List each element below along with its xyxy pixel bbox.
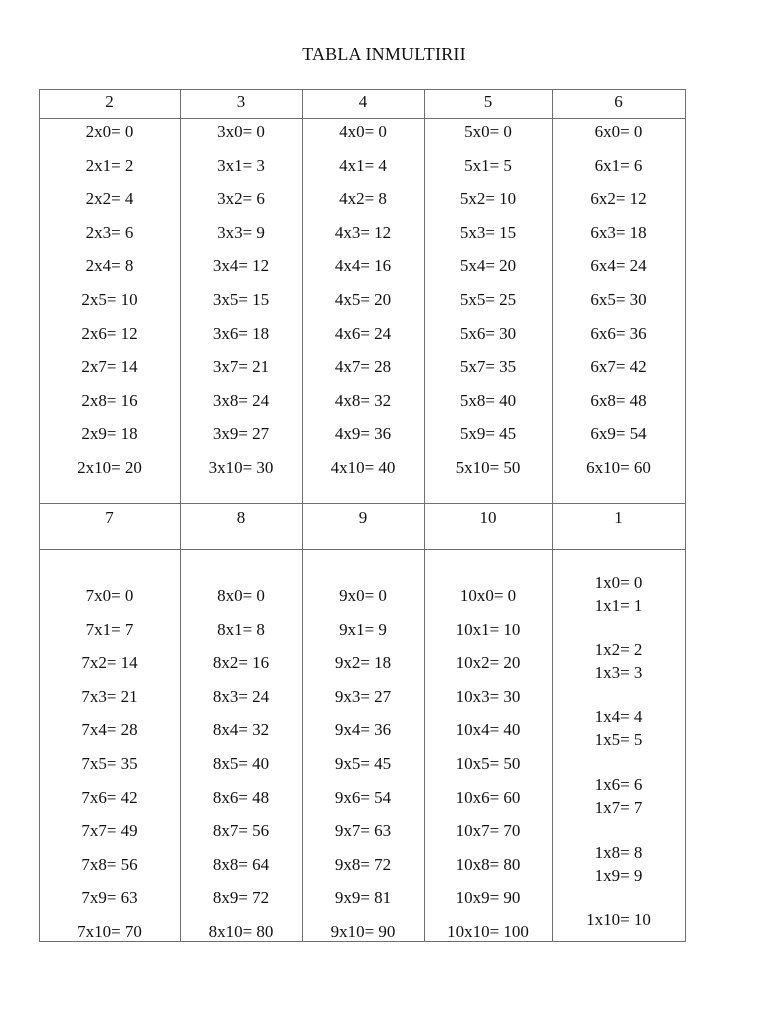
table-cell: 10x7= 70 — [455, 821, 521, 841]
table-cell: 1x3= 3 — [594, 663, 643, 682]
table-cell: 9x2= 18 — [334, 653, 392, 673]
table-cell: 1x5= 5 — [594, 730, 643, 749]
table-cell: 2x1= 2 — [85, 155, 134, 175]
table-cell: 2x2= 4 — [85, 189, 134, 209]
column-header: 3 — [236, 92, 246, 111]
table-cell: 3x3= 9 — [217, 222, 265, 242]
table-cell: 9x6= 54 — [334, 787, 392, 807]
table-cell: 10x1= 10 — [455, 619, 521, 639]
header-rule-bottom — [39, 549, 686, 550]
table-cell: 2x5= 10 — [81, 290, 138, 309]
table-cell: 9x3= 27 — [334, 686, 392, 706]
table-cell: 6x1= 6 — [594, 155, 643, 175]
table-cell: 4x2= 8 — [339, 189, 387, 209]
column-header: 7 — [105, 508, 114, 527]
table-cell: 7x0= 0 — [85, 586, 134, 605]
table-cell: 5x5= 25 — [459, 290, 517, 309]
table-cell: 6x7= 42 — [590, 357, 647, 377]
table-cell: 8x2= 16 — [212, 653, 270, 673]
table-cell: 5x4= 20 — [459, 256, 517, 276]
table-cell: 5x9= 45 — [459, 424, 517, 444]
table-cell: 9x8= 72 — [334, 854, 392, 874]
table-border-top — [39, 89, 686, 90]
table-cell: 5x8= 40 — [459, 390, 517, 410]
page-title: TABLA INMULTIRII — [302, 44, 466, 64]
table-cell: 8x4= 32 — [212, 720, 270, 740]
table-cell: 4x4= 16 — [334, 256, 392, 276]
table-cell: 2x9= 18 — [81, 424, 138, 444]
column-header: 2 — [105, 92, 114, 111]
table-cell: 4x6= 24 — [334, 323, 392, 343]
table-cell: 2x6= 12 — [81, 323, 138, 343]
table-cell: 7x8= 56 — [81, 854, 138, 874]
table-cell: 6x2= 12 — [590, 189, 647, 209]
table-cell: 6x9= 54 — [590, 424, 647, 444]
table-cell: 7x2= 14 — [81, 653, 138, 673]
table-cell: 7x10= 70 — [77, 922, 142, 941]
column-header: 4 — [358, 92, 368, 111]
section-rule — [39, 503, 686, 504]
table-cell: 3x8= 24 — [212, 390, 270, 410]
table-cell: 9x10= 90 — [330, 922, 396, 941]
table-cell: 10x0= 0 — [459, 586, 517, 605]
table-cell: 9x1= 9 — [339, 619, 387, 639]
table-cell: 8x10= 80 — [208, 922, 274, 941]
table-cell: 10x5= 50 — [455, 754, 521, 773]
header-rule-top — [39, 118, 686, 119]
table-cell: 1x10= 10 — [586, 910, 651, 929]
table-cell: 6x3= 18 — [590, 222, 647, 242]
table-cell: 10x2= 20 — [455, 653, 521, 673]
table-cell: 9x9= 81 — [334, 888, 392, 908]
table-cell: 8x7= 56 — [212, 821, 270, 841]
table-cell: 7x7= 49 — [81, 821, 138, 841]
table-cell: 4x5= 20 — [334, 290, 392, 309]
table-cell: 3x0= 0 — [217, 122, 265, 141]
table-cell: 8x1= 8 — [217, 619, 265, 639]
table-cell: 5x2= 10 — [459, 189, 517, 209]
table-cell: 8x6= 48 — [212, 787, 270, 807]
table-cell: 10x6= 60 — [455, 787, 521, 807]
table-cell: 2x0= 0 — [85, 122, 134, 141]
table-cell: 4x1= 4 — [339, 155, 387, 175]
table-cell: 7x6= 42 — [81, 787, 138, 807]
table-cell: 8x3= 24 — [212, 686, 270, 706]
table-cell: 8x5= 40 — [212, 754, 270, 773]
table-cell: 7x9= 63 — [81, 888, 138, 908]
column-header: 9 — [358, 508, 368, 527]
table-cell: 1x1= 1 — [594, 596, 643, 615]
table-cell: 5x0= 0 — [464, 122, 512, 141]
table-cell: 7x5= 35 — [81, 754, 138, 773]
table-cell: 3x4= 12 — [212, 256, 270, 276]
table-cell: 1x9= 9 — [594, 866, 643, 885]
table-cell: 9x4= 36 — [334, 720, 392, 740]
table-cell: 3x5= 15 — [212, 290, 270, 309]
table-cell: 1x7= 7 — [594, 798, 643, 817]
table-cell: 6x4= 24 — [590, 256, 647, 276]
table-cell: 4x7= 28 — [334, 357, 392, 377]
table-cell: 9x7= 63 — [334, 821, 392, 841]
table-cell: 1x4= 4 — [594, 707, 643, 726]
table-cell: 2x7= 14 — [81, 357, 138, 377]
table-cell: 7x1= 7 — [85, 619, 134, 639]
table-cell: 8x9= 72 — [212, 888, 270, 908]
column-header: 5 — [483, 92, 493, 111]
table-cell: 4x3= 12 — [334, 222, 392, 242]
table-cell: 10x9= 90 — [455, 888, 521, 908]
table-cell: 1x2= 2 — [594, 640, 643, 659]
table-cell: 8x8= 64 — [212, 854, 270, 874]
table-cell: 4x0= 0 — [339, 122, 387, 141]
table-cell: 9x0= 0 — [339, 586, 387, 605]
table-cell: 2x10= 20 — [77, 458, 142, 477]
table-cell: 6x0= 0 — [594, 122, 643, 141]
table-cell: 2x3= 6 — [85, 222, 134, 242]
column-header: 10 — [479, 508, 497, 527]
table-cell: 4x10= 40 — [330, 458, 396, 477]
table-cell: 7x3= 21 — [81, 686, 138, 706]
table-cell: 5x3= 15 — [459, 222, 517, 242]
table-cell: 9x5= 45 — [334, 754, 392, 773]
table-cell: 1x6= 6 — [594, 775, 643, 794]
table-cell: 10x4= 40 — [455, 720, 521, 740]
column-header: 1 — [614, 508, 623, 527]
table-cell: 6x10= 60 — [586, 458, 651, 477]
table-cell: 10x10= 100 — [447, 922, 529, 941]
table-cell: 4x9= 36 — [334, 424, 392, 444]
table-cell: 3x6= 18 — [212, 323, 270, 343]
table-cell: 1x8= 8 — [594, 843, 643, 862]
table-cell: 8x0= 0 — [217, 586, 265, 605]
table-cell: 10x3= 30 — [455, 686, 521, 706]
table-cell: 2x8= 16 — [81, 390, 138, 410]
table-cell: 3x7= 21 — [212, 357, 270, 377]
table-cell: 3x2= 6 — [217, 189, 265, 209]
table-cell: 6x8= 48 — [590, 390, 647, 410]
table-cell: 4x8= 32 — [334, 390, 392, 410]
table-cell: 5x10= 50 — [455, 458, 521, 477]
table-cell: 10x8= 80 — [455, 854, 521, 874]
table-cell: 5x1= 5 — [464, 155, 512, 175]
table-cell: 3x9= 27 — [212, 424, 270, 444]
table-cell: 6x5= 30 — [590, 290, 647, 309]
table-cell: 7x4= 28 — [81, 720, 138, 740]
table-cell: 3x1= 3 — [217, 155, 265, 175]
column-header: 6 — [614, 92, 623, 111]
table-cell: 5x6= 30 — [459, 323, 517, 343]
column-header: 8 — [236, 508, 246, 527]
table-cell: 6x6= 36 — [590, 323, 647, 343]
table-cell: 2x4= 8 — [85, 256, 134, 276]
table-cell: 3x10= 30 — [208, 458, 274, 477]
table-cell: 5x7= 35 — [459, 357, 517, 377]
table-cell: 1x0= 0 — [594, 573, 643, 592]
